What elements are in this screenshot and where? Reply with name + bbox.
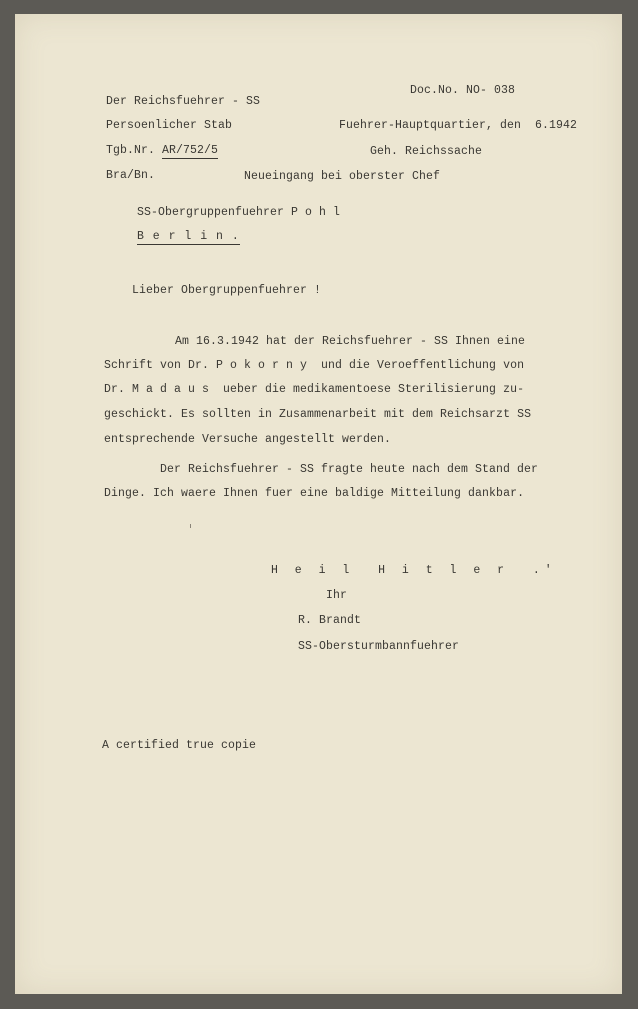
tgb-line — [106, 145, 218, 157]
body-line: Schrift von Dr. P o k o r n y und die Veroeffentlichung von — [104, 359, 525, 372]
date-line: 6.1942 — [535, 119, 578, 132]
closing-yours: Ihr — [326, 589, 348, 602]
body-line: geschickt. Es sollten in Zusammenarbeit mit dem Reichsarzt SS — [104, 408, 532, 421]
recipient-city: B e r l i n . — [137, 230, 240, 243]
place-line: Fuehrer-Hauptquartier, den — [339, 119, 522, 132]
tgb-number: AR/752/5 — [162, 144, 219, 157]
certification-note: A certified true copie — [102, 739, 257, 752]
body-line: entsprechende Versuche angestellt werden. — [104, 433, 392, 446]
document-page — [15, 14, 622, 994]
recipient-name: SS-Obergruppenfuehrer P o h l — [137, 206, 341, 219]
received-note: Neueingang bei oberster Chef — [244, 170, 441, 183]
classification-line: Geh. Reichssache — [370, 145, 483, 158]
initials-line: Bra/Bn. — [106, 169, 156, 182]
closing-greeting: H e i l H i t l e r .' — [271, 564, 557, 577]
office-line: Persoenlicher Stab — [106, 119, 233, 132]
salutation: Lieber Obergruppenfuehrer ! — [132, 284, 322, 297]
doc-number: NO- 038 — [466, 84, 516, 97]
signer-name: R. Brandt — [298, 614, 362, 627]
body-line: Der Reichsfuehrer - SS fragte heute nach dem Stand der — [160, 463, 539, 476]
doc-label: Doc.No. — [410, 84, 460, 97]
body-line: Dr. M a d a u s ueber die medikamentoese Sterilisierung zu- — [104, 383, 525, 396]
stray-mark — [190, 524, 191, 528]
body-line: Dinge. Ich waere Ihnen fuer eine baldige Mitteilung dankbar. — [104, 487, 525, 500]
sender-line: Der Reichsfuehrer - SS — [106, 95, 261, 108]
signer-rank: SS-Obersturmbannfuehrer — [298, 640, 460, 653]
tgb-prefix: Tgb.Nr. — [106, 144, 156, 157]
body-line: Am 16.3.1942 hat der Reichsfuehrer - SS Ihnen eine — [175, 335, 526, 348]
